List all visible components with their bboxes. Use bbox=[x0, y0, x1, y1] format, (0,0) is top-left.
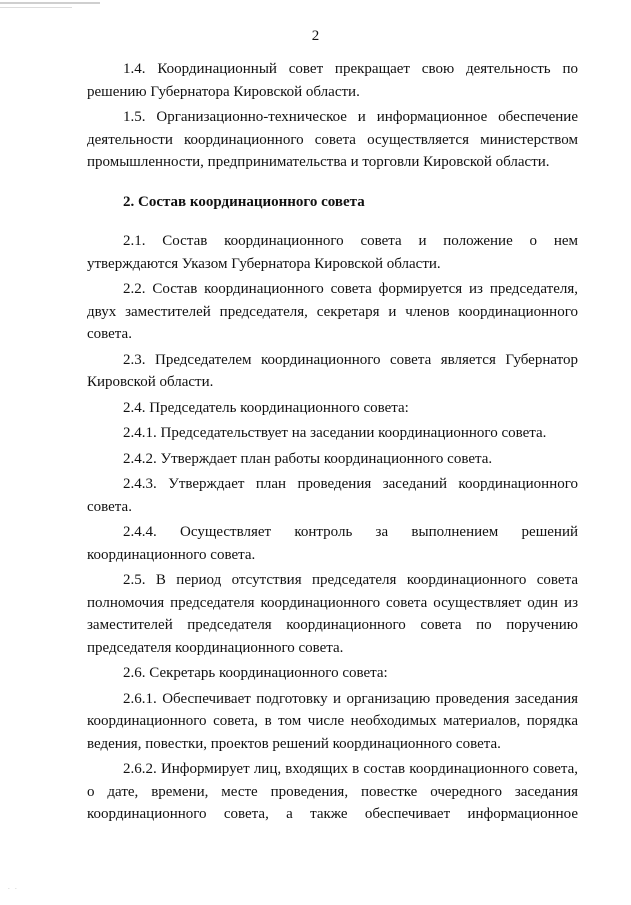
paragraph-2-4: 2.4. Председатель координационного совета: bbox=[123, 399, 409, 416]
section-heading: 2. Состав координационного совета bbox=[123, 193, 365, 210]
paragraph-2-4-2: 2.4.2. Утверждает план работы координационного совета. bbox=[123, 450, 493, 467]
paragraph-2-6-1: 2.6.1. Обеспечивает подготовку и организацию проведения заседания координационного совета, в том числе необходимых материалов, порядка ведения, повестки, проектов решений координационного совета. bbox=[87, 690, 578, 752]
page-number: 2 bbox=[311, 28, 320, 44]
paragraph-2-3: 2.3. Председателем координационного совета является Губернатор Кировской области. bbox=[87, 351, 578, 390]
paragraph-2-4-4: 2.4.4. Осуществляет контроль за выполнением решений координационного совета. bbox=[87, 524, 578, 563]
paragraph-2-2: 2.2. Состав координационного совета формируется из председателя, двух заместителей председателя, секретаря и членов координационного совета. bbox=[87, 281, 578, 342]
scan-edge-mark bbox=[0, 7, 72, 8]
paragraph-2-4-1: 2.4.1. Председательствует на заседании координационного совета. bbox=[123, 425, 547, 441]
paragraph-2-1: 2.1. Состав координационного совета и положение о нем утверждаются Указом Губернатора Кировской области. bbox=[87, 233, 578, 272]
paragraph-2-5: 2.5. В период отсутствия председателя координационного совета полномочия председателя координационного совета осуществляет один из заместителей председателя координационного совета по поручению председателя координационного совета. bbox=[87, 572, 578, 656]
paragraph-1-5: 1.5. Организационно-техническое и информационное обеспечение деятельности координационного совета осуществляется министерством промышленности, предпринимательства и торговли Кировской области. bbox=[87, 109, 578, 170]
paragraph-2-6: 2.6. Секретарь координационного совета: bbox=[123, 665, 388, 681]
paragraph-2-6-2: 2.6.2. Информирует лиц, входящих в состав координационного совета, о дате, времени, месте проведения, повестке очередного заседания координационного совета, а также обеспечивает информационное bbox=[87, 761, 578, 822]
scan-specks: . . bbox=[8, 883, 17, 891]
paragraph-1-4: 1.4. Координационный совет прекращает свою деятельность по решению Губернатора Кировской области. bbox=[87, 61, 578, 100]
document-body bbox=[87, 58, 578, 829]
scan-edge-mark bbox=[0, 2, 100, 4]
paragraph-2-4-3: 2.4.3. Утверждает план проведения заседаний координационного совета. bbox=[87, 476, 578, 515]
